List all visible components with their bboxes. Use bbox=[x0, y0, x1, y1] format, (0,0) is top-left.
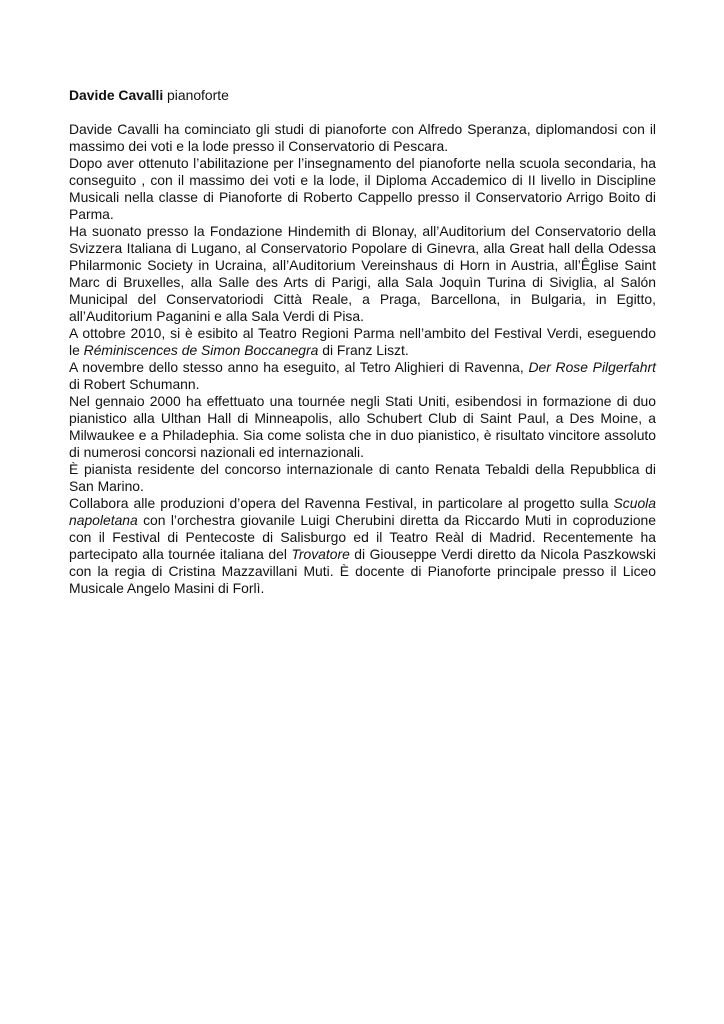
artist-name: Davide Cavalli bbox=[69, 87, 164, 103]
biography-paragraph bbox=[69, 155, 656, 223]
biography-paragraph bbox=[69, 393, 656, 461]
paragraph-text: A novembre dello stesso anno ha eseguito, al Tetro Alighieri di Ravenna, bbox=[69, 359, 529, 375]
paragraph-text: Nel gennaio 2000 ha effettuato una tournée negli Stati Uniti, esibendosi in formazione di duo pianistico alla Ulthan Hall di Minneapolis, allo Schubert Club di Saint Paul, a Des Moine, a Milwaukee e a Philadephia. Sia come solista che in duo pianistico, è risultato vincitore assoluto di numerosi concorsi nazionali ed internazionali. bbox=[69, 393, 656, 460]
paragraph-text: Ha suonato presso la Fondazione Hindemith di Blonay, all’Auditorium del Conservatorio della Svizzera Italiana di Lugano, al Conservatorio Popolare di Ginevra, alla Great hall della Odessa Philarmonic Society in Ucraina, all’Auditorium Vereinshaus di Horn in Austria, all’Êglise Saint Marc di Bruxelles, alla Salle des Arts di Parigi, alla Sala Joquìn Turina di Siviglia, al Salón Municipal del Conservatoriodi Città Reale, a Praga, Barcellona, in Bulgaria, in Egitto, all’Auditorium Paganini e alla Sala Verdi di Pisa. bbox=[69, 223, 656, 324]
work-title: Trovatore bbox=[291, 546, 350, 562]
biography-paragraph bbox=[69, 121, 656, 155]
biography-paragraph bbox=[69, 495, 656, 597]
paragraph-text: di Giouseppe Verdi diretto da Nicola Paszkowski con la regia di Cristina Mazzavillani Muti. È docente di Pianoforte principale presso il Liceo Musicale Angelo Masini di Forlì. bbox=[69, 546, 656, 596]
paragraph-text: con l’orchestra giovanile Luigi Cherubini diretta da Riccardo Muti in coproduzione con il Festival di Pentecoste di Salisburgo ed il Teatro Reàl di Madrid. Recentemente ha partecipato alla tournée italiana del bbox=[69, 512, 656, 562]
biography-paragraph bbox=[69, 325, 656, 359]
work-title: Réminiscences de Simon Boccanegra bbox=[83, 342, 319, 358]
work-title: Scuola napoletana bbox=[69, 495, 656, 528]
biography-paragraph bbox=[69, 461, 656, 495]
artist-instrument: pianoforte bbox=[163, 87, 229, 103]
paragraph-text: Dopo aver ottenuto l’abilitazione per l’insegnamento del pianoforte nella scuola secondaria, ha conseguito , con il massimo dei voti e la lode, il Diploma Accademico di II livello in Discipline Musicali nella classe di Pianoforte di Roberto Cappello presso il Conservatorio Arrigo Boito di Parma. bbox=[69, 155, 656, 222]
biography-body bbox=[69, 121, 656, 597]
biography-paragraph bbox=[69, 359, 656, 393]
paragraph-text: È pianista residente del concorso internazionale di canto Renata Tebaldi della Repubblica di San Marino. bbox=[69, 461, 656, 494]
biography-text bbox=[69, 87, 656, 597]
work-title: Der Rose Pilgerfahrt bbox=[528, 359, 656, 375]
paragraph-text: A ottobre 2010, si è esibito al Teatro Regioni Parma nell’ambito del Festival Verdi, eseguendo le bbox=[69, 325, 656, 358]
paragraph-text: di Robert Schumann. bbox=[69, 376, 200, 392]
paragraph-text: Davide Cavalli ha cominciato gli studi di pianoforte con Alfredo Speranza, diplomandosi con il massimo dei voti e la lode presso il Conservatorio di Pescara. bbox=[69, 121, 656, 154]
paragraph-text: Collabora alle produzioni d’opera del Ravenna Festival, in particolare al progetto sulla bbox=[69, 495, 614, 511]
biography-paragraph bbox=[69, 223, 656, 325]
biography-heading bbox=[69, 87, 656, 104]
paragraph-text: di Franz Liszt. bbox=[318, 342, 409, 358]
